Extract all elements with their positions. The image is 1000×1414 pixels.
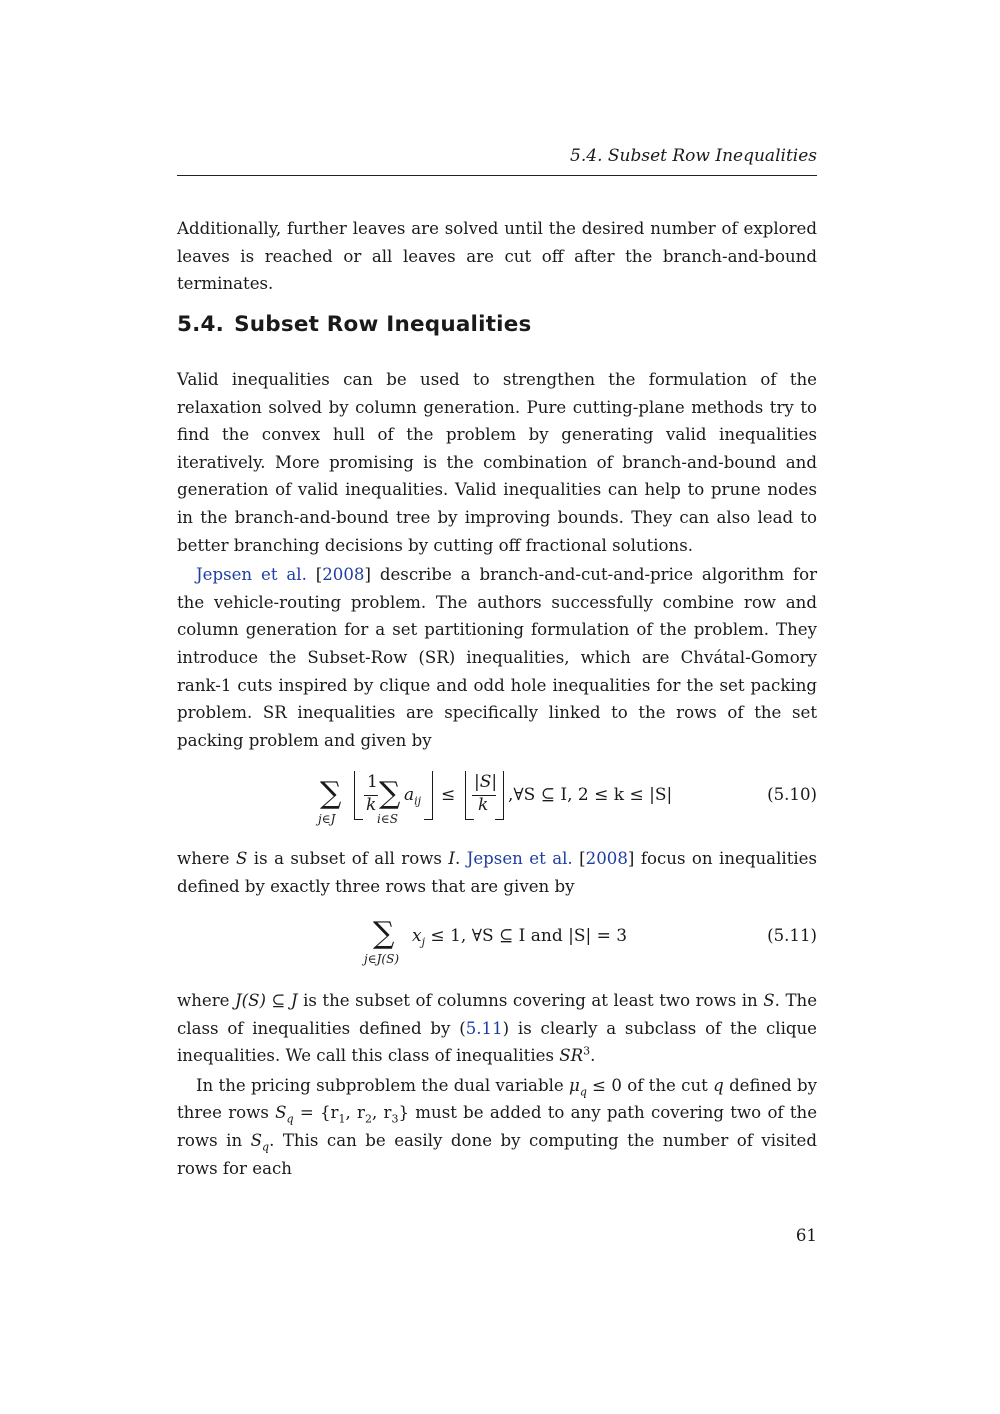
floor-bracket-left — [354, 771, 363, 820]
rhs-floor-right — [495, 771, 504, 820]
equation-5-11 — [177, 905, 817, 995]
citation-year-link[interactable]: 2008 — [322, 565, 365, 585]
leq-sign: ≤ — [441, 785, 456, 805]
intro-text: Additionally, further leaves are solved until the desired number of explored leaves is reached or all leaves are cut off after the branch-and-bound terminates. — [177, 219, 817, 294]
sum-symbol: ∑ — [320, 776, 342, 811]
paragraph-5: In the pricing subproblem the dual variable $\mu_q \le 0$ of the cut q defined by three rows $S_q = \{r_1$, $r_2$, $r_3$} must be added to any path covering two of the rows in $S_q$. This can be easily done by computing the number of visited rows for each — [177, 1075, 818, 1178]
paragraph-1: Valid inequalities can be used to strengthen the formulation of the relaxation solved by column generation. Pure cutting-plane methods try to find the convex hull of the problem by generating valid inequalities iteratively. More promising is the combination of branch-and-bound and generation of valid inequalities. Valid inequalities can help to prune nodes in the branch-and-bound tree by improving bounds. They can also lead to better branching decisions by cutting off fractional solutions. — [177, 370, 817, 555]
running-header: 5.4. Subset Row Inequalities — [570, 146, 817, 166]
header-rule — [177, 175, 817, 176]
paragraphs-4-5 — [177, 987, 817, 1182]
frac-denominator: k — [366, 795, 377, 815]
section-number: 5.4. — [177, 312, 225, 337]
equation-ref-link[interactable]: 5.11 — [465, 1018, 503, 1038]
paragraph-3-block — [177, 845, 817, 900]
paragraph-2-text: describe a branch-and-cut-and-price algorithm for the vehicle-routing problem. The authors successfully combine row and column generation for a set partitioning formulation of the problem. They introduce the Subset-Row (SR) inequalities, which are Chvátal-Gomory rank-1 cuts inspired by clique and odd hole inequalities for the set packing problem. SR inequalities are specifically linked to the rows of the set packing problem and given by — [177, 565, 818, 750]
equation-5-10 — [177, 755, 817, 845]
sum-symbol-2: ∑ — [373, 916, 395, 951]
sum-subscript-2: j∈J(S) — [364, 952, 399, 966]
sum-subscript: j∈J — [318, 812, 336, 826]
inner-sum-symbol: ∑ — [379, 776, 401, 811]
frac-numerator: 1 — [367, 772, 378, 792]
paragraph-4: where J(S) ⊆ J is the subset of columns covering at least two rows in S. The class of inequalities defined by (5.11) is clearly a subclass of the clique inequalities. We call this class of inequalities $SR^3$. — [177, 991, 818, 1066]
intro-paragraph — [177, 215, 817, 298]
rhs-denominator: k — [478, 795, 489, 815]
section-heading — [177, 312, 817, 346]
term-a: $a_{ij}$ — [404, 785, 422, 808]
paragraph-3: where S is a subset of all rows I. Jepsen et al. [2008] focus on inequalities defined by exactly three rows that are given by — [177, 849, 817, 896]
equation-condition: ,∀S ⊆ I, 2 ≤ k ≤ |S| — [508, 785, 673, 805]
equation-5-11-body: $x_j \le 1$, ∀S ⊆ I and |S| = 3 — [412, 926, 628, 949]
floor-bracket-right — [424, 771, 433, 820]
inner-sum-subscript: i∈S — [377, 812, 398, 826]
page-number: 61 — [795, 1226, 817, 1245]
equation-number-5-10: (5.10) — [767, 785, 817, 804]
equation-number-5-11: (5.11) — [767, 926, 817, 945]
citation-link-2[interactable]: Jepsen et al. — [466, 849, 573, 868]
citation-link[interactable]: Jepsen et al. — [196, 565, 307, 585]
section-title: Subset Row Inequalities — [234, 312, 532, 337]
body-paragraphs — [177, 366, 817, 754]
citation-year-link-2[interactable]: 2008 — [585, 849, 628, 868]
rhs-numerator: |S| — [474, 772, 498, 792]
paragraph-2: Jepsen et al. [2008] describe a branch-and-cut-and-price algorithm for the vehicle-routing problem. The authors successfully combine row and column generation for a set partitioning formulation of the problem. They introduce the Subset-Row (SR) inequalities, which are Chvátal-Gomory rank-1 cuts inspired by clique and odd hole inequalities for the set packing problem. SR inequalities are specifically linked to the rows of the set packing problem and given by — [177, 565, 818, 750]
